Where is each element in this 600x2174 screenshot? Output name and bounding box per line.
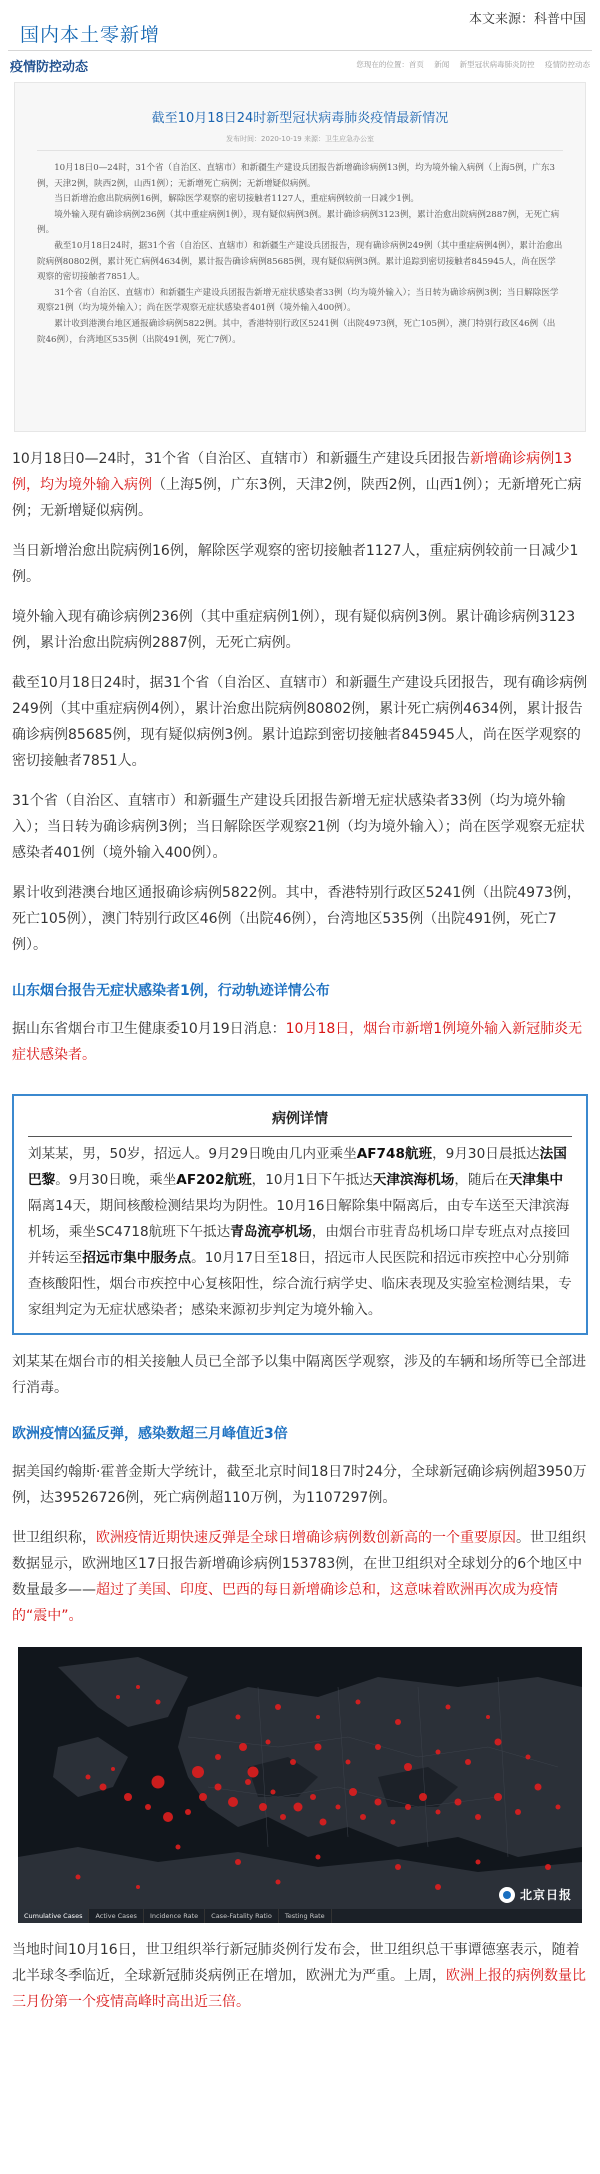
text: 隔离14天，期间核酸检测结果均为阴性。10月16日解除集中隔离后，由专车送至天津滨海机场，乘坐SC4718航班下午抵达: [28, 1198, 570, 1240]
tab-cumulative-cases[interactable]: Cumulative Cases: [18, 1909, 89, 1923]
text: 据山东省烟台市卫生健康委10月19日消息：: [12, 1021, 286, 1037]
text: 世卫组织称，: [12, 1530, 96, 1546]
header-divider: [8, 50, 592, 51]
breadcrumb-item-news[interactable]: 新闻: [434, 60, 450, 69]
paragraph-cumulative: 截至10月18日24时，据31个省（自治区、直辖市）和新疆生产建设兵团报告，现有确诊病例249例（其中重症病例4例），累计治愈出院病例80802例，累计死亡病例4634例，累计报告确诊病例85685例，现有疑似病例3例。累计追踪到密切接触者845945人，尚在医学观察的密切接触者7851人。: [12, 675, 588, 769]
section-label: 疫情防控动态: [10, 60, 89, 75]
text: ，由烟台市驻青岛机场口岸专班点对点接回并转运至: [28, 1224, 571, 1266]
text: ，10月1日下午抵达: [251, 1172, 373, 1188]
bold-text: 青岛流亭机场: [230, 1224, 312, 1240]
release-meta: 发布时间：2020-10-19 来源：卫生应急办公室: [37, 134, 563, 151]
paragraph-recovered: 当日新增治愈出院病例16例，解除医学观察的密切接触者1127人，重症病例较前一日减少1例。: [12, 543, 579, 585]
release-paragraph: 10月18日0—24时，31个省（自治区、直辖市）和新疆生产建设兵团报告新增确诊病例13例，均为境外输入病例（上海5例，广东3例，天津2例，陕西2例，山西1例）；无新增死亡病例；无新增疑似病例。: [37, 163, 555, 189]
wechat-icon: [499, 1887, 515, 1903]
breadcrumb-item-current[interactable]: 疫情防控动态: [545, 60, 590, 69]
text: ，9月30日晨抵达: [432, 1146, 540, 1162]
case-details-text: [28, 1141, 572, 1323]
paragraph-imported: 境外输入现有确诊病例236例（其中重症病例1例），现有疑似病例3例。累计确诊病例3123例，累计治愈出院病例2887例，无死亡病例。: [12, 609, 576, 651]
bold-text: AF748航班: [356, 1146, 433, 1162]
map-graphic: [18, 1647, 582, 1923]
text: （上海5例，广东3例，天津2例，陕西2例，山西1例）；无新增死亡病例；无新增疑似病例。: [12, 477, 582, 519]
article-source: 本文来源：科普中国: [468, 12, 586, 27]
bold-text: 招远市集中服务点: [82, 1250, 192, 1266]
watermark-text: 北京日报: [519, 1888, 572, 1902]
bold-text: AF202航班: [176, 1172, 252, 1188]
article-body: [0, 446, 600, 2015]
release-body: [37, 161, 563, 348]
paragraph-daily-cases: [12, 446, 588, 524]
embedded-release-screenshot: [14, 82, 586, 432]
watermark: [499, 1886, 572, 1903]
text: ，随后在: [454, 1172, 509, 1188]
highlight-text: 欧洲疫情近期快速反弹是全球日增确诊病例数创新高的一个重要原因: [96, 1530, 516, 1546]
bold-text: 天津集中: [508, 1172, 564, 1188]
text: 。9月30日晚，乘坐: [55, 1172, 177, 1188]
release-paragraph: 累计收到港澳台地区通报确诊病例5822例。其中，香港特别行政区5241例（出院4973例，死亡105例），澳门特别行政区46例（出院46例），台湾地区535例（出院491例，死亡7例）。: [37, 318, 556, 345]
text: 刘某某，男，50岁，招远人。9月29日晚由几内亚乘坐: [28, 1146, 357, 1162]
europe-case-map: [18, 1647, 582, 1923]
paragraph-global-stats: 据美国约翰斯·霍普金斯大学统计，截至北京时间18日7时24分，全球新冠确诊病例超3950万例，达39526726例，死亡病例超110万例，为1107297例。: [12, 1464, 587, 1506]
paragraph-who-europe: [12, 1525, 588, 1629]
highlight-text: 超过了美国、印度、巴西的每日新增确诊总和，这意味着欧洲再次成为疫情的“震中”。: [12, 1582, 558, 1624]
tab-active-cases[interactable]: Active Cases: [89, 1909, 143, 1923]
text: 10月18日0—24时，31个省（自治区、直辖市）和新疆生产建设兵团报告: [12, 451, 471, 467]
release-title: 截至10月18日24时新型冠状病毒肺炎疫情最新情况: [151, 111, 449, 126]
tab-incidence-rate[interactable]: Incidence Rate: [144, 1909, 205, 1923]
paragraph-who-briefing: [12, 1937, 588, 2015]
release-paragraph: 截至10月18日24时，据31个省（自治区、直辖市）和新疆生产建设兵团报告，现有确诊病例249例（其中重症病例4例），累计治愈出院病例80802例，累计死亡病例4634例，累计报告确诊病例85685例，现有疑似病例3例。累计追踪到密切接触者845945人，尚在医学观察的密切接触者7851人。: [37, 240, 563, 283]
breadcrumb-item-covid[interactable]: 新型冠状病毒肺炎防控: [459, 60, 535, 69]
map-tab-bar: [18, 1909, 582, 1923]
case-details-box: [12, 1094, 588, 1335]
text: 当地时间10月16日，世卫组织举行新冠肺炎例行发布会，世卫组织总干事谭德塞表示，随着北半球冬季临近，全球新冠肺炎病例正在增加，欧洲尤为严重。上周，: [12, 1942, 580, 1984]
breadcrumb: [348, 59, 590, 70]
text: 。世卫组织数据显示，欧洲地区17日报告新增确诊病例153783例，在世卫组织对全球划分的6个地区中数量最多——: [12, 1530, 586, 1598]
section-heading-europe: 欧洲疫情凶猛反弹，感染数超三月峰值近3倍: [12, 1426, 288, 1442]
text: 。10月17日至18日，招远市人民医院和招远市疾控中心分别筛查核酸阳性，烟台市疾控中心复核阳性，综合流行病学史、临床表现及实验室检测结果，专家组判定为无症状感染者；感染来源初步判定为境外输入。: [28, 1250, 572, 1318]
case-details-title: 病例详情: [272, 1111, 328, 1127]
release-paragraph: 境外输入现有确诊病例236例（其中重症病例1例），现有疑似病例3例。累计确诊病例3123例，累计治愈出院病例2887例，无死亡病例。: [37, 209, 560, 236]
highlight-text: 欧洲上报的病例数量比三月份第一个疫情高峰时高出近三倍。: [12, 1968, 586, 2010]
tab-case-fatality-ratio[interactable]: Case-Fatality Ratio: [205, 1909, 279, 1923]
tab-testing-rate[interactable]: Testing Rate: [279, 1909, 332, 1923]
paragraph-asymptomatic: 31个省（自治区、直辖市）和新疆生产建设兵团报告新增无症状感染者33例（均为境外输入）；当日转为确诊病例3例；当日解除医学观察21例（均为境外输入）；尚在医学观察无症状感染者401例（境外输入400例）。: [12, 793, 585, 861]
bold-text: 天津滨海机场: [372, 1172, 455, 1188]
highlight-text: 新增确诊病例13例，均为境外输入病例: [12, 451, 572, 493]
page-header: [0, 0, 600, 76]
paragraph-contacts: 刘某某在烟台市的相关接触人员已全部予以集中隔离医学观察，涉及的车辆和场所等已全部进行消毒。: [12, 1354, 586, 1396]
section-heading-yantai: 山东烟台报告无症状感染者1例，行动轨迹详情公布: [12, 983, 330, 999]
case-divider: [28, 1136, 572, 1137]
paragraph-yantai: [12, 1016, 588, 1068]
headline-banner: 国内本土零新增: [20, 24, 161, 46]
breadcrumb-home[interactable]: 您现在的位置：首页: [356, 60, 424, 69]
release-paragraph: 当日新增治愈出院病例16例，解除医学观察的密切接触者1127人，重症病例较前一日减少1例。: [54, 194, 420, 205]
paragraph-hk-macao-taiwan: 累计收到港澳台地区通报确诊病例5822例。其中，香港特别行政区5241例（出院4973例，死亡105例），澳门特别行政区46例（出院46例），台湾地区535例（出院491例，死亡7例）。: [12, 885, 581, 953]
release-paragraph: 31个省（自治区、直辖市）和新疆生产建设兵团报告新增无症状感染者33例（均为境外输入）；当日转为确诊病例3例；当日解除医学观察21例（均为境外输入）；尚在医学观察无症状感染者401例（境外输入400例）。: [37, 287, 559, 314]
highlight-text: 10月18日，烟台市新增1例境外输入新冠肺炎无症状感染者。: [12, 1021, 583, 1063]
bold-text: 法国巴黎: [28, 1146, 567, 1188]
